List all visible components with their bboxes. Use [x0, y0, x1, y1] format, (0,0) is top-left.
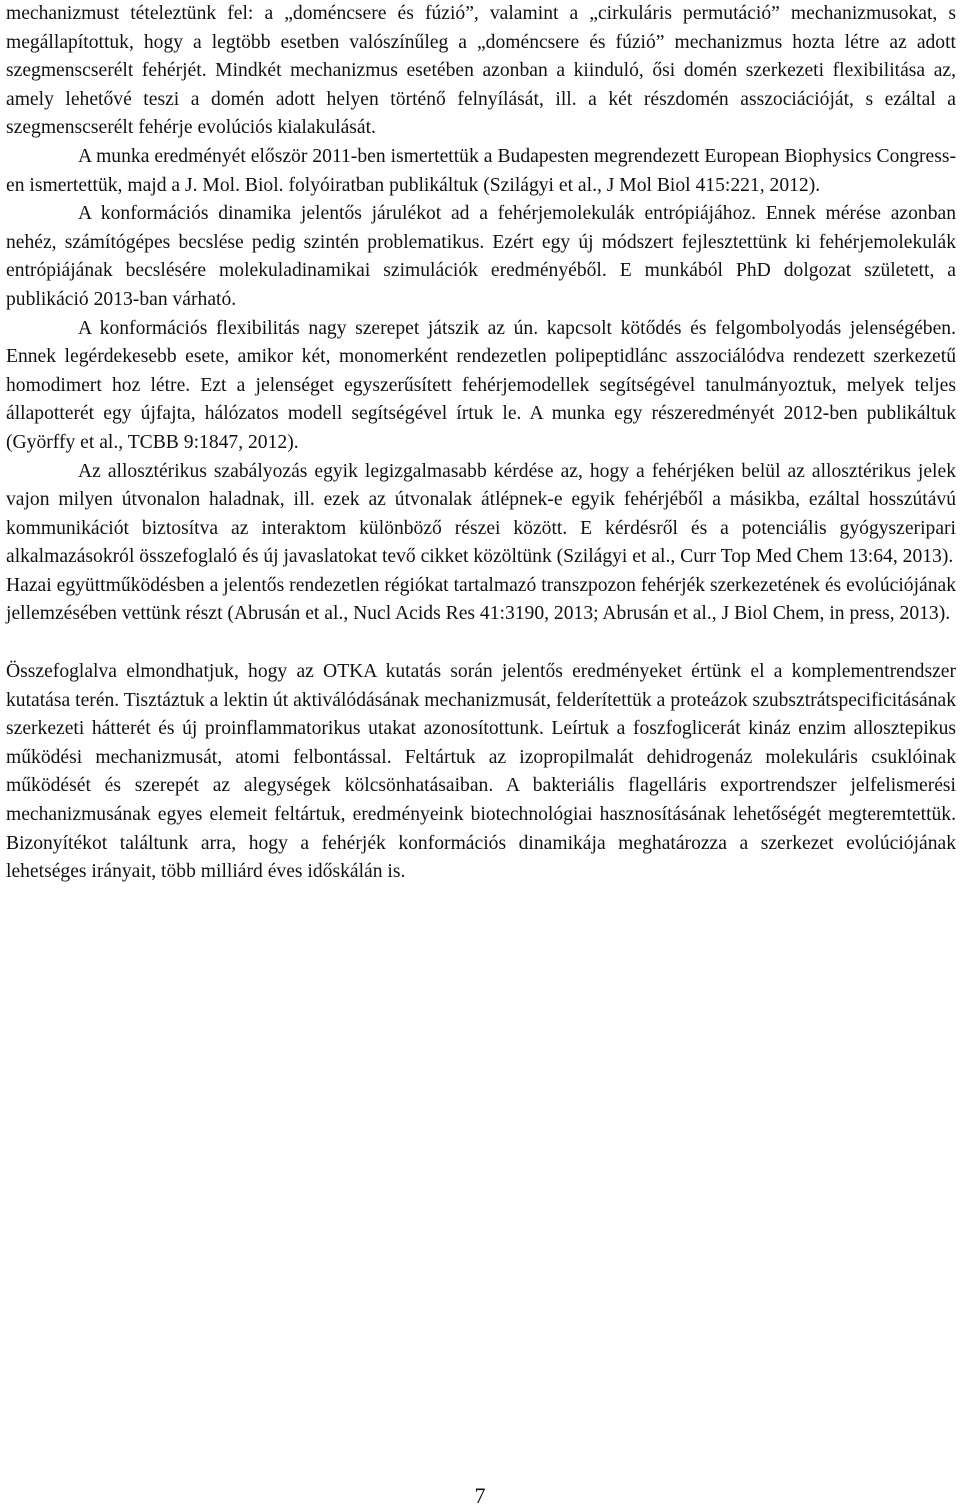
paragraph-summary: Összefoglalva elmondhatjuk, hogy az OTKA kutatás során jelentős eredményeket értünk el a komplementrendszer kutatása terén. Tisztáztuk a lektin út aktiválódásának mechanizmusát, felderítettük a proteázok szubsztrátspecificitásának szerkezeti hátterét és új proinflammatorikus utakat azonosítottunk. Leírtuk a foszfoglicerát kináz enzim allosztерikus működési mechanizmusát, atomi felbontással. Feltártuk az izopropilmalát dehidrogenáz molekuláris csuklóinak működését és szerepét az alegységek kölcsönhatásaiban. A bakteriális flagelláris exportrendszer jelfelismerési mechanizmusának egyes elemeit feltártuk, eredményeink biotechnológiai hasznosításának lehetőségét megteremtettük. Bizonyítékot találtunk arra, hogy a fehérjék konformációs dinamikája meghatározza a szerkezet evolúciójának lehetséges irányait, több milliárd éves időskálán is.	[6, 661, 956, 883]
paragraph-segment-swapping: mechanizmust tételeztünk fel: a „doméncsere és fúzió”, valamint a „cirkuláris permutáció” mechanizmusokat, s megállapítottuk, hogy a legtöbb esetben valószínűleg a „doméncsere és fúzió” mechanizmus hozta létre az adott szegmenscserélt fehérjét. Mindkét mechanizmus esetében azonban a kiinduló, ősi domén szerkezeti flexibilitása az, amely lehetővé teszi a domén adott helyen történő felnyílását, ill. a két részdomén asszociációját, s ezáltal a szegmenscserélt fehérje evolúciós kialakulását.	[6, 3, 956, 139]
paragraph-allosteric-regulation: Az allosztérikus szabályozás egyik legizgalmasabb kérdése az, hogy a fehérjéken belül az allosztérikus jelek vajon milyen útvonalon haladnak, ill. ezek az útvonalak átlépnek-e egyik fehérjéből a másikba, ezáltal hosszútávú kommunikációt biztosítva az interaktom különböző részei között. E kérdésről és a potenciális gyógyszeripari alkalmazásokról összefoglaló és új javaslatokat tevő cikket közöltünk (Szilágyi et al., Curr Top Med Chem 13:64, 2013).	[6, 460, 956, 568]
paragraph-transposon-proteins: Hazai együttműködésben a jelentős rendezetlen régiókat tartalmazó transzpozon fehérjék szerkezetének és evolúciójának jellemzésében vettünk részt (Abrusán et al., Nucl Acids Res 41:3190, 2013; Abrusán et al., J Biol Chem, in press, 2013).	[6, 574, 956, 625]
paragraph-coupled-folding: A konformációs flexibilitás nagy szerepet játszik az ún. kapcsolt kötődés és felgombolyodás jelenségében. Ennek legérdekesebb esete, amikor két, monomerként rendezetlen polipeptidlánc asszociálódva rendezett szerkezetű homodimert hoz létre. Ezt a jelenséget egyszerűsített fehérjemodellek segítségével tanulmányoztuk, melyek teljes állapotterét egy újfajta, hálózatos modell segítségével írtuk le. A munka egy részeredményét 2012-ben publikáltuk (Györffy et al., TCBB 9:1847, 2012).	[6, 317, 956, 453]
page-number: 7	[474, 1483, 486, 1508]
document-page	[6, 0, 956, 887]
paragraph-conformational-entropy: A konformációs dinamika jelentős járulékot ad a fehérjemolekulák entrópiájához. Ennek mérése azonban nehéz, számítógépes becslése pedig szintén problematikus. Ezért egy új módszert fejlesztettünk ki fehérjemolekulák entrópiájának becslésére molekuladinamikai szimulációk eredményéből. E munkából PhD dolgozat született, a publikáció 2013-ban várható.	[6, 203, 956, 310]
paragraph-congress-publication: A munka eredményét először 2011-ben ismertettük a Budapesten megrendezett European Biophysics Congress-en ismertettük, majd a J. Mol. Biol. folyóiratban publikáltuk (Szilágyi et al., J Mol Biol 415:221, 2012).	[6, 145, 956, 196]
